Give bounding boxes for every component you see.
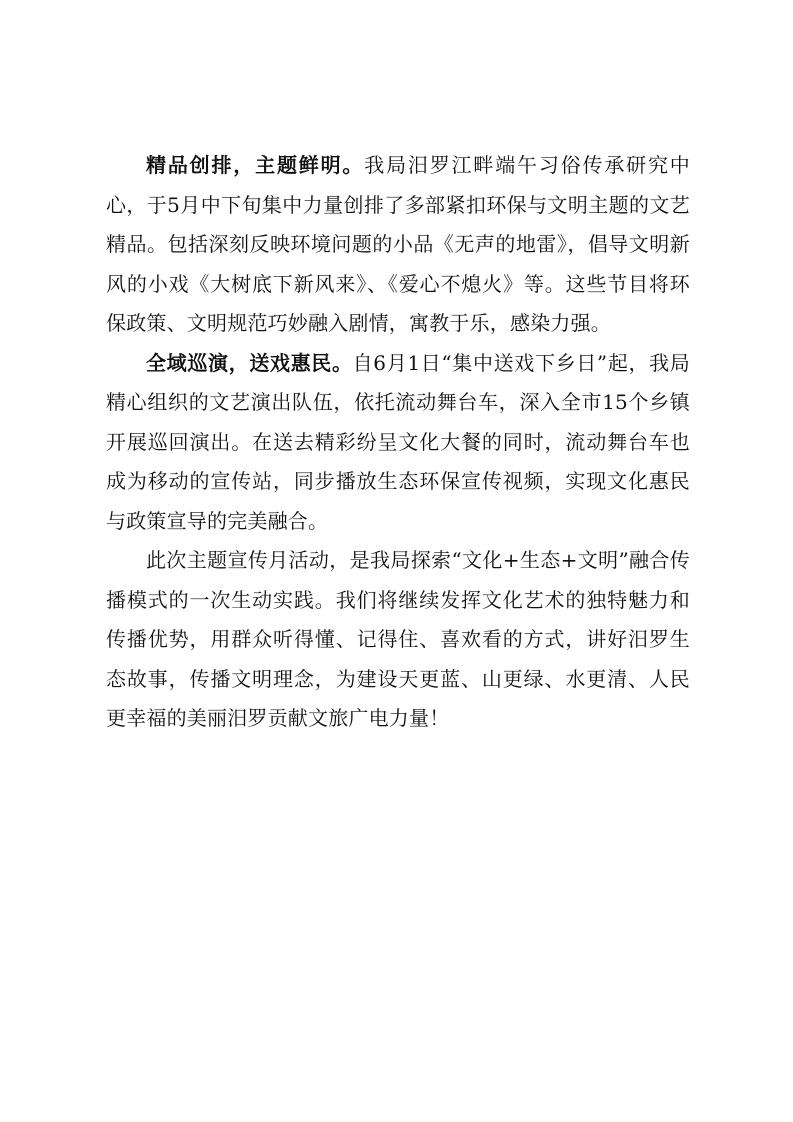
document-body [106, 146, 690, 739]
paragraph-quality-creation [106, 146, 690, 344]
paragraph-text: 自6月1日“集中送戏下乡日”起，我局精心组织的文艺演出队伍，依托流动舞台车，深入全市15个乡镇开展巡回演出。在送去精彩纷呈文化大餐的同时，流动舞台车也成为移动的宣传站，同步播放生态环保宣传视频，实现文化惠民与政策宣导的完美融合。 [106, 350, 691, 533]
paragraph-tour-performance [106, 344, 690, 542]
paragraph-lead-heading: 精品创排，主题鲜明。 [146, 153, 365, 177]
paragraph-lead-heading: 全域巡演，送戏惠民。 [146, 350, 353, 375]
paragraph-summary [106, 541, 690, 739]
paragraph-text: 此次主题宣传月活动，是我局探索“文化+生态+文明”融合传播模式的一次生动实践。我们将继续发挥文化艺术的独特魅力和传播优势，用群众听得懂、记得住、喜欢看的方式，讲好汨罗生态故事，传播文明理念，为建设天更蓝、山更绿、水更清、人民更幸福的美丽汨罗贡献文旅广电力量！ [106, 548, 690, 730]
paragraph-text: 我局汨罗江畔端午习俗传承研究中心，于5月中下旬集中力量创排了多部紧扣环保与文明主题的文艺精品。包括深刻反映环境问题的小品《无声的地雷》，倡导文明新风的小戏《大树底下新风来》、《爱心不熄火》等。这些节目将环保政策、文明规范巧妙融入剧情，寓教于乐，感染力强。 [106, 153, 690, 335]
